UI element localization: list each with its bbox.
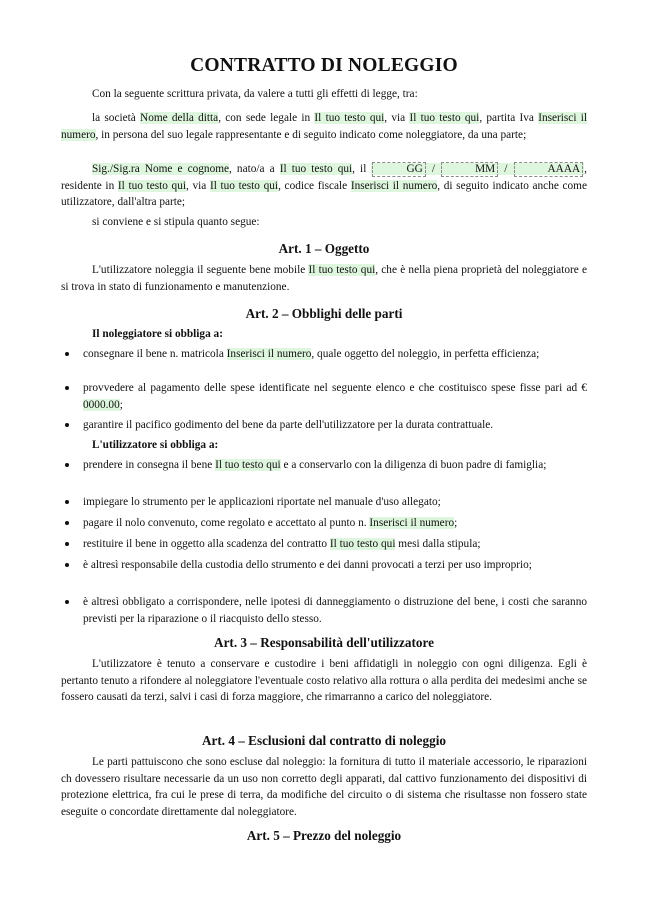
list-item: prendere in consegna il bene Il tuo testo qui e a conservarlo con la diligenza di buon padre di famiglia; [61,457,587,474]
fixed-costs-field[interactable]: 0000.00 [83,398,120,411]
bullet-icon [65,463,69,467]
residence-field[interactable]: Il tuo testo qui [117,179,186,192]
vat-number-field[interactable]: Inserisci il numero [61,112,587,141]
bullet-icon [65,521,69,525]
title-prefix-field[interactable]: Sig./Sig.ra [92,163,145,175]
bullet-icon [65,563,69,567]
art4-heading: Art. 4 – Esclusioni dal contratto di noleggio [202,733,446,748]
serial-number-field[interactable]: Inserisci il numero [226,348,312,360]
list-item: garantire il pacifico godimento del bene da parte dell'utilizzatore per la durata contrattuale. [61,417,587,434]
bullet-icon [65,500,69,504]
birthplace-field[interactable]: Il tuo testo qui [279,163,353,175]
list-item: impiegare lo strumento per le applicazioni riportate nel manuale d'uso allegato; [61,494,587,511]
fiscal-code-field[interactable]: Inserisci il numero [350,179,438,192]
agree-paragraph: si conviene e si stipula quanto segue: [92,216,260,228]
contract-duration-field[interactable]: Il tuo testo qui [329,538,396,550]
company-name-field[interactable]: Nome della ditta [140,112,219,124]
art2-subheading-lessor: Il noleggiatore si obbliga a: [92,328,223,340]
list-item: è altresì responsabile della custodia dello strumento e dei danni provocati a terzi per uso improprio; [61,557,587,574]
company-street-field[interactable]: Il tuo testo qui [409,112,480,124]
company-city-field[interactable]: Il tuo testo qui [314,112,385,124]
date-day-field[interactable]: GG [372,162,425,177]
art2-heading: Art. 2 – Obblighi delle parti [245,306,403,321]
art5-heading: Art. 5 – Prezzo del noleggio [246,828,402,843]
art1-paragraph: L'utilizzatore noleggia il seguente bene mobile Il tuo testo qui, che è nella piena proprietà del noleggiatore e si trova in stato di funzionamento e manutenzione. [61,264,587,293]
bullet-icon [65,352,69,356]
bullet-icon [65,423,69,427]
renter-name-field[interactable]: Nome e cognome [144,163,230,175]
renter-street-field[interactable]: Il tuo testo qui [209,179,279,192]
point-number-field[interactable]: Inserisci il numero [369,517,455,529]
list-item: è altresì obbligato a corrispondere, nelle ipotesi di danneggiamento o distruzione del bene, i costi che saranno previsti per la riparazione o il riacquisto dello stesso. [61,594,587,627]
date-year-field[interactable]: AAAA [514,162,584,177]
date-month-field[interactable]: MM [441,162,498,177]
list-item: restituire il bene in oggetto alla scadenza del contratto Il tuo testo qui mesi dalla stipula; [61,536,587,553]
art4-paragraph: Le parti pattuiscono che sono escluse dal noleggio: la fornitura di tutto il materiale accessorio, le riparazioni ch dovessero risultare necessarie da un uso non corretto degli apparati, dal cattivo funzionamento dei dispositivi di protezione elettrica, fra cui le prese di terra, da modifiche del circuito o di sistema che risultasse non fossero state eseguite o concordate direttamente dal noleggiatore. [61,756,587,818]
delivery-field[interactable]: Il tuo testo qui [215,459,281,471]
party1-paragraph: la società Nome della ditta, con sede legale in Il tuo testo qui, via Il tuo testo qui, partita Iva Inserisci il numero, in persona del suo legale rappresentante e di seguito indicato come noleggiatore, da una parte; [61,112,587,141]
birth-date-field: GG / MM / AAAA [371,163,584,175]
intro-paragraph: Con la seguente scrittura privata, da valere a tutti gli effetti di legge, tra: [92,88,418,100]
party2-paragraph: Sig./Sig.ra Nome e cognome, nato/a a Il tuo testo qui, il GG / MM / AAAA , residente in Il tuo testo qui, via Il tuo testo qui, codice fiscale Inserisci il numero, di seguito indicato anche come utilizzatore, dall'altra parte; [61,163,587,208]
bullet-icon [65,542,69,546]
art1-heading: Art. 1 – Oggetto [278,241,370,256]
art3-heading: Art. 3 – Responsabilità dell'utilizzatore [214,635,434,650]
art2-subheading-renter: L'utilizzatore si obbliga a: [92,439,219,451]
art3-paragraph: L'utilizzatore è tenuto a conservare e custodire i beni affidatigli in noleggio con ogni diligenza. Egli è pertanto tenuto a rifondere al noleggiatore l'eventuale costo relativo alla rottura o alla perdita dei medesimi anche se fossero causati da terzi, salvi i casi di forza maggiore, che rimarranno a carico del noleggiatore. [61,658,587,703]
bullet-icon [65,600,69,604]
list-item: provvedere al pagamento delle spese identificate nel seguente elenco e che costituisco spese fisse pari ad € 0000.00; [61,380,587,413]
list-item: pagare il nolo convenuto, come regolato e accettato al punto n. Inserisci il numero; [61,515,587,532]
bullet-icon [65,386,69,390]
document-title: CONTRATTO DI NOLEGGIO [190,55,458,76]
asset-field[interactable]: Il tuo testo qui [308,264,376,276]
list-item: consegnare il bene n. matricola Inserisci il numero, quale oggetto del noleggio, in perfetta efficienza; [61,346,587,363]
